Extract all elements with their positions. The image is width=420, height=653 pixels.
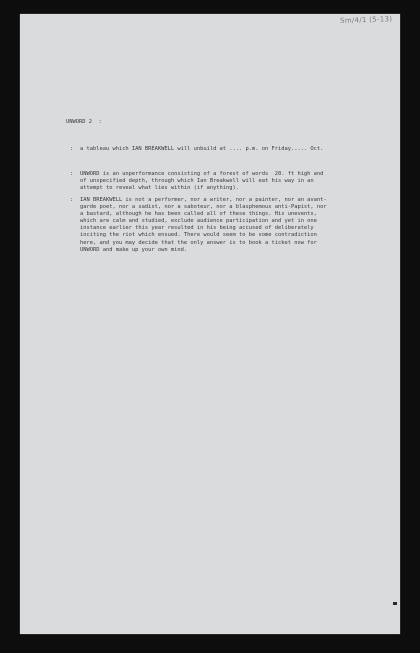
paper-edge-mark (393, 602, 397, 605)
paragraph-bullet: : (70, 197, 74, 203)
document-page (20, 14, 400, 634)
document-heading: UNWORD 2 : (66, 119, 102, 125)
paragraph-bullet: : (70, 171, 74, 177)
paragraph-text: a tableau which IAN BREAKWELL will unbuild at .... p.m. on Friday..... Oct. (80, 146, 324, 152)
paragraph-bullet: : (70, 146, 74, 152)
paragraph-text: UNWORD is an unperformance consisting of a forest of words 20. ft high and of unspecified depth, through which Ian Breakwell will eat his way in an attempt to reveal what lies within (if anything). (80, 171, 324, 192)
archive-reference-annotation: Sm/4/1 (5-13) (339, 15, 393, 25)
paragraph-text: IAN BREAKWELL is not a performer, nor a writer, nor a painter, nor an avant- garde poet, nor a sadist, nor a saboteur, nor a blasphemous anti-Papist, nor a bastard, although he has been called all of these things. His unevents, which are calm and studied, exclude audience participation and yet in one instance earlier this year resulted in his being accused of deliberately inciting the riot which ensued. There would seem to be some contradiction here, and you may decide that the only answer is to book a ticket now for UNWORD and make up your own mind. (80, 197, 327, 253)
